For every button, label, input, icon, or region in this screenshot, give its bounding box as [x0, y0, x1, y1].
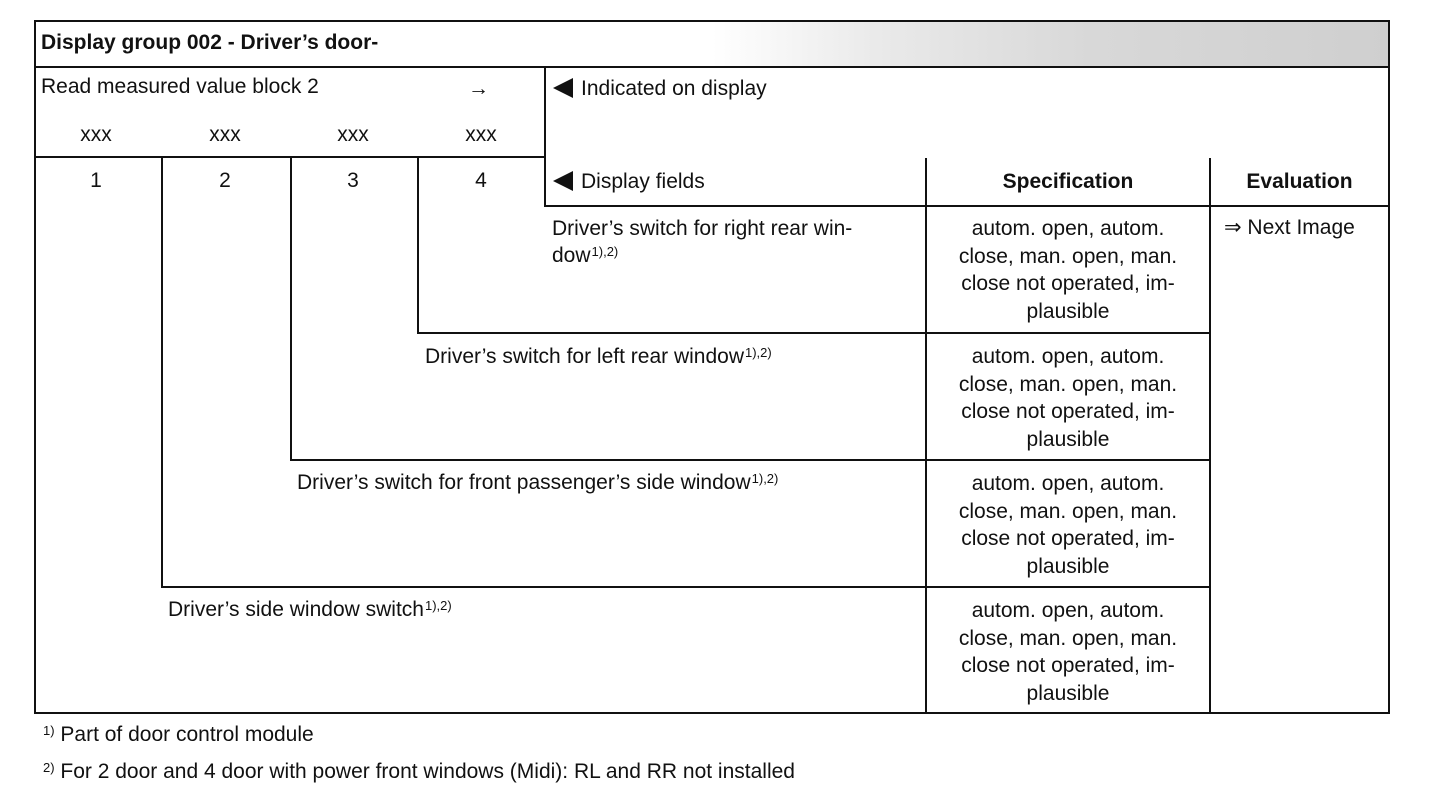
- table-border-top: [34, 20, 1390, 22]
- next-image-link[interactable]: ⇒ Next Image: [1224, 216, 1355, 239]
- indicated-on-display: Indicated on display: [553, 75, 767, 102]
- field-3-horizontal-line: [290, 459, 927, 461]
- field-number-1: 1: [90, 169, 102, 192]
- row-1-spec: autom. open, autom. close, man. open, man. close not operated, im- plausible: [958, 217, 1178, 323]
- triangle-left-icon: [553, 78, 573, 98]
- footnote-1: $^{1)}$ Part of door control module: [43, 723, 314, 746]
- spec-header-underline: [925, 205, 1390, 207]
- field-2-vertical-line: [161, 158, 163, 588]
- field-4-horizontal-line: [417, 332, 927, 334]
- xxx-1: xxx: [80, 123, 112, 146]
- table-border-bottom: [34, 712, 1390, 714]
- evaluation-column-left-line: [1209, 158, 1211, 714]
- spec-row-divider-3: [925, 586, 1211, 588]
- display-fields-label: Display fields: [553, 168, 705, 195]
- table-border-right: [1388, 20, 1390, 714]
- display-fields-underline: [544, 205, 928, 207]
- field-number-2: 2: [219, 169, 231, 192]
- field-number-3: 3: [347, 169, 359, 192]
- row-2-spec: autom. open, autom. close, man. open, man. close not operated, im- plausible: [958, 345, 1178, 451]
- page-title: Display group 002 - Driver’s door-: [41, 31, 379, 54]
- table-border-left: [34, 20, 36, 714]
- right-arrow: →: [468, 77, 489, 100]
- triangle-left-icon: [553, 171, 573, 191]
- specification-header: Specification: [1002, 170, 1134, 193]
- field-3-vertical-line: [290, 158, 292, 461]
- header-vertical-divider: [544, 66, 546, 206]
- row-2-label: Driver’s switch for left rear window$^{1),2)}$: [425, 345, 772, 368]
- read-measured-value-block: Read measured value block 2: [41, 75, 319, 98]
- row-1-label-line1: Driver’s switch for right rear win-: [552, 217, 853, 240]
- row-4-spec: autom. open, autom. close, man. open, man. close not operated, im- plausible: [958, 599, 1178, 705]
- field-4-vertical-line: [417, 158, 419, 334]
- xxx-2: xxx: [209, 123, 241, 146]
- row-3-label: Driver’s switch for front passenger’s side window$^{1),2)}$: [297, 471, 779, 494]
- row-1-label-line2: dow$^{1),2)}$: [552, 244, 619, 267]
- field-2-horizontal-line: [161, 586, 927, 588]
- spec-row-divider-1: [925, 332, 1211, 334]
- field-number-4: 4: [475, 169, 487, 192]
- xxx-3: xxx: [337, 123, 369, 146]
- title-divider: [34, 66, 1390, 68]
- spec-row-divider-2: [925, 459, 1211, 461]
- evaluation-header: Evaluation: [1246, 170, 1353, 193]
- footnote-2: $^{2)}$ For 2 door and 4 door with power front windows (Midi): RL and RR not installed: [43, 760, 795, 783]
- row-4-label: Driver’s side window switch$^{1),2)}$: [168, 598, 452, 621]
- xxx-4: xxx: [465, 123, 497, 146]
- row-3-spec: autom. open, autom. close, man. open, man. close not operated, im- plausible: [958, 472, 1178, 578]
